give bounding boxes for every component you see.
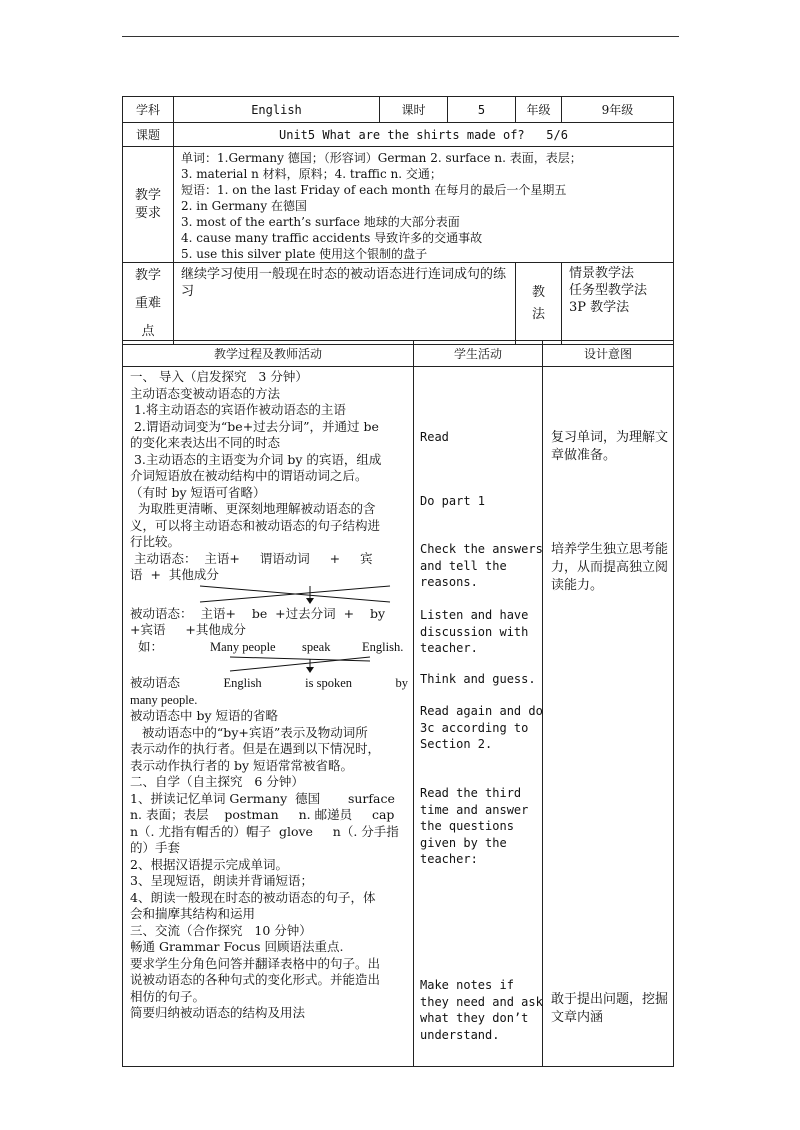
- keypoints-label-b: 重难: [134, 295, 161, 311]
- teacher-line: 4、朗读一般现在时态的被动语态的句子，体: [130, 889, 376, 905]
- topic-label: 课题: [123, 123, 174, 147]
- requirements-label-text: 教学要求: [134, 187, 161, 221]
- example-passive-end: many people.: [130, 692, 198, 707]
- student-activity: Read the third time and answer the questions given by the teacher:: [420, 786, 529, 866]
- design-intent: [543, 367, 674, 1067]
- req-line: 短语：1. on the last Friday of each month 在每月的最后一个星期五: [181, 183, 567, 197]
- teacher-line: n. 表面；表层 postman n. 邮递员 cap: [130, 807, 395, 822]
- intent-item: 敢于提出问题，挖掘文章内涵: [551, 992, 669, 1025]
- keypoints-label: [123, 263, 174, 345]
- keypoints-label-a: 教学: [134, 267, 161, 283]
- example-passive: [130, 675, 408, 692]
- topic-value: Unit5 What are the shirts made of? 5/6: [174, 123, 674, 147]
- teacher-line: 的变化来表达出不同的时态: [130, 435, 281, 450]
- student-activity: Read: [420, 430, 449, 444]
- teacher-line: 义，可以将主动语态和被动语态的句子结构进: [130, 517, 381, 533]
- example-passive-word: 被动语态: [130, 676, 181, 690]
- subject-label: 学科: [123, 97, 174, 123]
- intent-item: 复习单词，为理解文章做准备。: [551, 430, 669, 463]
- teacher-line: 2.谓语动词变为“be+过去分词”，并通过 be: [130, 418, 379, 434]
- teacher-line: 行比较。: [130, 534, 181, 549]
- req-line: 5. use this silver plate 使用这个银制的盘子: [181, 247, 428, 261]
- example-passive-word: is spoken: [305, 676, 353, 690]
- req-line: 单词：1.Germany 德国；（形容词）German 2. surface n. 表面，表层；: [181, 151, 582, 165]
- requirements-label: [123, 147, 174, 263]
- method-item: 3P 教学法: [569, 300, 630, 315]
- teacher-line: 介词短语放在被动结构中的谓语动词之后。: [130, 468, 368, 483]
- teacher-line: 3.主动语态的主语变为介词 by 的宾语，组成: [130, 451, 382, 467]
- period-value: 5: [448, 97, 516, 123]
- teacher-line: 一、 导入（启发探究 3 分钟）: [130, 369, 308, 384]
- teacher-line: 三、交流（合作探究 10 分钟）: [130, 922, 312, 938]
- student-activity: Make notes if they need and ask what they don’t understand.: [420, 978, 543, 1042]
- teacher-line: 会和揣摩其结构和运用: [130, 906, 256, 921]
- teacher-line: 1.将主动语态的宾语作被动语态的主语: [130, 402, 346, 417]
- student-activity: Think and guess.: [420, 672, 536, 686]
- teacher-line: n（. 尤指有帽舌的）帽子 glove n（. 分手指: [130, 823, 399, 839]
- example-label: 如：: [138, 639, 164, 654]
- example-active: [130, 639, 408, 656]
- lesson-info-table: [122, 96, 674, 345]
- transform-arrows-1: [130, 584, 408, 606]
- teacher-line: 简要归纳被动语态的结构及用法: [130, 1005, 306, 1020]
- teacher-line: 主动语态： 主语+ 谓语动词 + 宾: [130, 550, 373, 566]
- methods-list: [562, 263, 674, 345]
- req-line: 3. most of the earth’s surface 地球的大部分表面: [181, 215, 460, 229]
- teacher-line: 2、根据汉语提示完成单词。: [130, 856, 288, 872]
- teacher-line: 被动语态中 by 短语的省略: [130, 708, 279, 723]
- teacher-line: 主动语态变被动语态的方法: [130, 385, 281, 401]
- teacher-line: 表示动作执行者的 by 短语常常被省略。: [130, 757, 354, 773]
- example-passive-word: English: [223, 676, 262, 690]
- passive-line: +宾语 +其他成分: [130, 622, 246, 637]
- student-activity: Listen and have discussion with teacher.: [420, 608, 529, 655]
- process-table: [122, 340, 674, 1067]
- req-line: 2. in Germany 在德国: [181, 199, 307, 213]
- teacher-line: 语 + 其他成分: [130, 567, 219, 582]
- teacher-line: 3、呈现短语，朗读并背诵短语；: [130, 873, 313, 888]
- student-activities: [414, 367, 543, 1067]
- teacher-line: 1、拼读记忆单词 Germany 德国 surface: [130, 790, 395, 806]
- teacher-line: 的）手套: [130, 840, 181, 855]
- example-word: English.: [362, 639, 404, 654]
- teacher-line: 畅通 Grammar Focus 回顾语法重点.: [130, 939, 344, 954]
- period-label: 课时: [380, 97, 448, 123]
- passive-line: 被动语态： 主语+ be +过去分词 + by: [130, 605, 386, 621]
- intent-item: 培养学生独立思考能力，从而提高独立阅读能力。: [551, 542, 669, 593]
- top-rule: [122, 36, 679, 37]
- keypoints-label-c: 点: [141, 323, 155, 339]
- student-activity: Do part 1: [420, 494, 486, 508]
- grade-value: 9年级: [562, 97, 674, 123]
- example-word: Many people: [210, 639, 276, 654]
- keypoints-content: 继续学习使用一般现在时态的被动语态进行连词成句的练习: [174, 263, 516, 345]
- transform-arrows-2: [130, 655, 408, 675]
- requirements-content: [174, 147, 674, 263]
- method-label: [516, 263, 562, 345]
- teacher-line: 二、自学（自主探究 6 分钟）: [130, 774, 304, 789]
- student-activity: Read again and do 3c according to Section 2.: [420, 704, 543, 751]
- grade-label: 年级: [516, 97, 562, 123]
- req-line: 4. cause many traffic accidents 导致许多的交通事故: [181, 231, 483, 245]
- process-header-teacher: 教学过程及教师活动: [123, 341, 414, 367]
- method-item: 任务型教学法: [569, 283, 648, 298]
- student-activity: Check the answers and tell the reasons.: [420, 542, 543, 589]
- method-item: 情景教学法: [569, 266, 635, 281]
- teacher-line: 说被动语态的各种句式的变化形式。并能造出: [130, 972, 381, 987]
- example-passive-word: by: [395, 676, 408, 690]
- req-line: 3. material n 材料，原料；4. traffic n. 交通；: [181, 167, 442, 181]
- subject-value: English: [174, 97, 380, 123]
- teacher-line: 相仿的句子。: [130, 988, 206, 1004]
- example-word: speak: [302, 639, 331, 654]
- process-header-student: 学生活动: [414, 341, 543, 367]
- method-label-a: 教: [531, 284, 545, 300]
- teacher-line: 被动语态中的“by+宾语”表示及物动词所: [130, 724, 368, 740]
- teacher-line: 为取胜更清晰、更深刻地理解被动语态的含: [130, 501, 376, 516]
- teacher-line: （有时 by 短语可省略）: [130, 484, 266, 500]
- teacher-line: 要求学生分角色问答并翻译表格中的句子。出: [130, 955, 381, 971]
- teacher-activities: [123, 367, 414, 1067]
- teacher-line: 表示动作的执行者。但是在遇到以下情况时，: [130, 741, 381, 756]
- process-header-intent: 设计意图: [543, 341, 674, 367]
- method-label-b: 法: [531, 306, 545, 322]
